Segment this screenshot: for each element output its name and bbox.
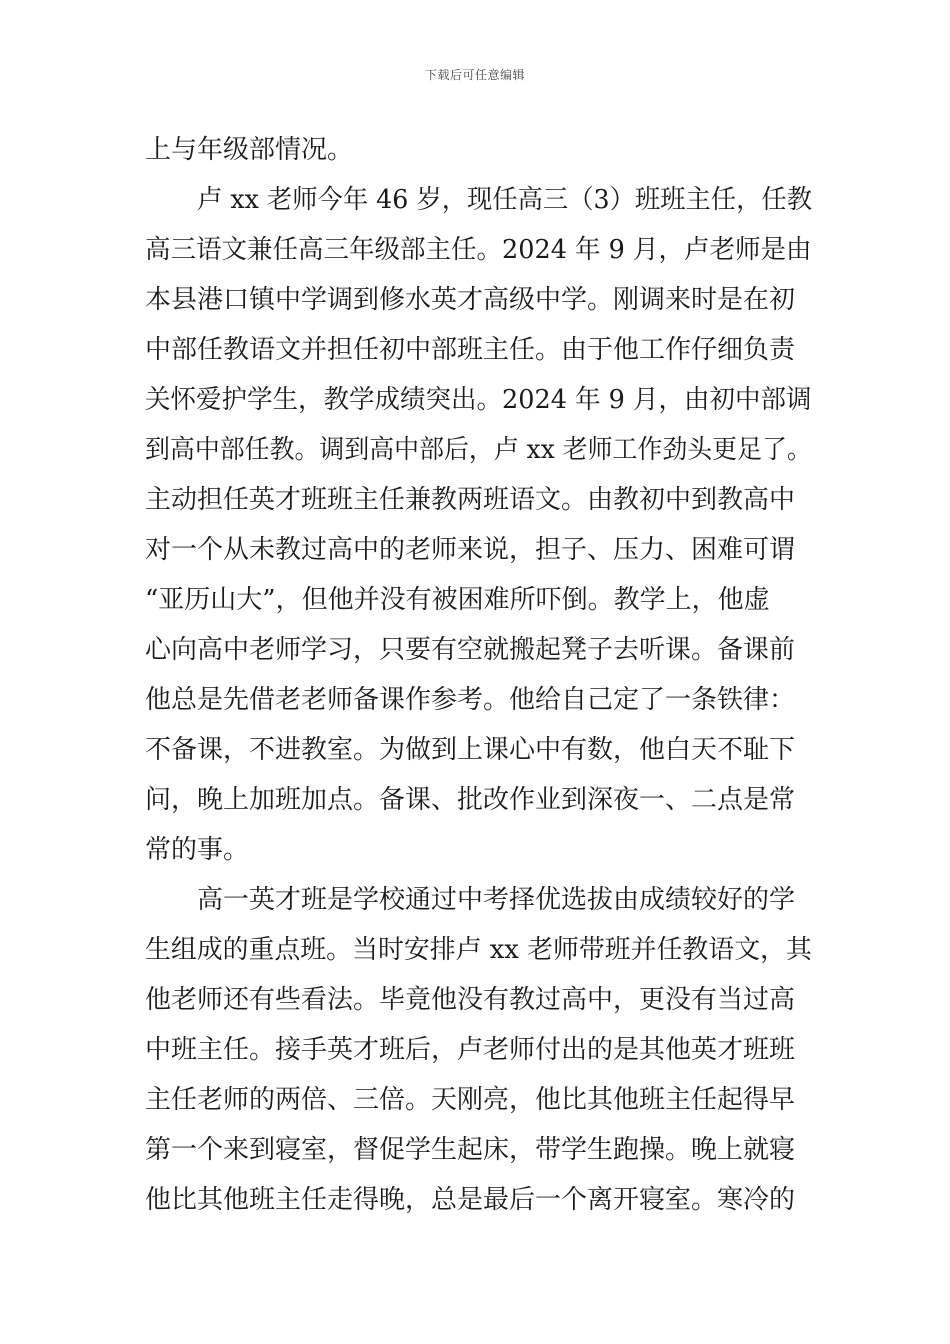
text-line: 高三语文兼任高三年级部主任。2024 年 9 月，卢老师是由 [145, 235, 812, 265]
text-line: “亚历山大”，但他并没有被困难所吓倒。教学上，他虚 [145, 585, 770, 615]
text-line: 常的事。 [145, 835, 250, 865]
text-line: 中部任教语文并担任初中部班主任。由于他工作仔细负责 [145, 335, 796, 365]
text-line: 主任老师的两倍、三倍。天刚亮，他比其他班主任起得早 [145, 1085, 796, 1115]
page-header-note: 下载后可任意编辑 [424, 68, 525, 82]
text-line: 对一个从未教过高中的老师来说，担子、压力、困难可谓 [145, 535, 796, 565]
text-line: 他老师还有些看法。毕竟他没有教过高中，更没有当过高 [145, 985, 796, 1015]
text-line: 第一个来到寝室，督促学生起床，带学生跑操。晚上就寝 [145, 1135, 796, 1165]
paragraph-first-line: 高一英才班是学校通过中考择优选拔由成绩较好的学 [197, 885, 796, 915]
text-line: 他比其他班主任走得晚，总是最后一个离开寝室。寒冷的 [145, 1185, 796, 1215]
text-line: 生组成的重点班。当时安排卢 xx 老师带班并任教语文，其 [145, 935, 812, 965]
text-line: 他总是先借老老师备课作参考。他给自己定了一条铁律： [145, 685, 796, 715]
text-line: 关怀爱护学生，教学成绩突出。2024 年 9 月，由初中部调 [145, 385, 812, 415]
text-line: 中班主任。接手英才班后，卢老师付出的是其他英才班班 [145, 1035, 796, 1065]
text-line: 上与年级部情况。 [145, 135, 354, 165]
paragraph-first-line: 卢 xx 老师今年 46 岁，现任高三（3）班班主任，任教 [197, 185, 813, 215]
text-line: 不备课，不进教室。为做到上课心中有数，他白天不耻下 [145, 735, 796, 765]
text-line: 心向高中老师学习，只要有空就搬起凳子去听课。备课前 [145, 635, 796, 665]
text-line: 主动担任英才班班主任兼教两班语文。由教初中到教高中 [145, 485, 796, 515]
text-line: 问，晚上加班加点。备课、批改作业到深夜一、二点是常 [145, 785, 796, 815]
text-line: 本县港口镇中学调到修水英才高级中学。刚调来时是在初 [145, 285, 796, 315]
text-line: 到高中部任教。调到高中部后，卢 xx 老师工作劲头更足了。 [145, 435, 812, 465]
